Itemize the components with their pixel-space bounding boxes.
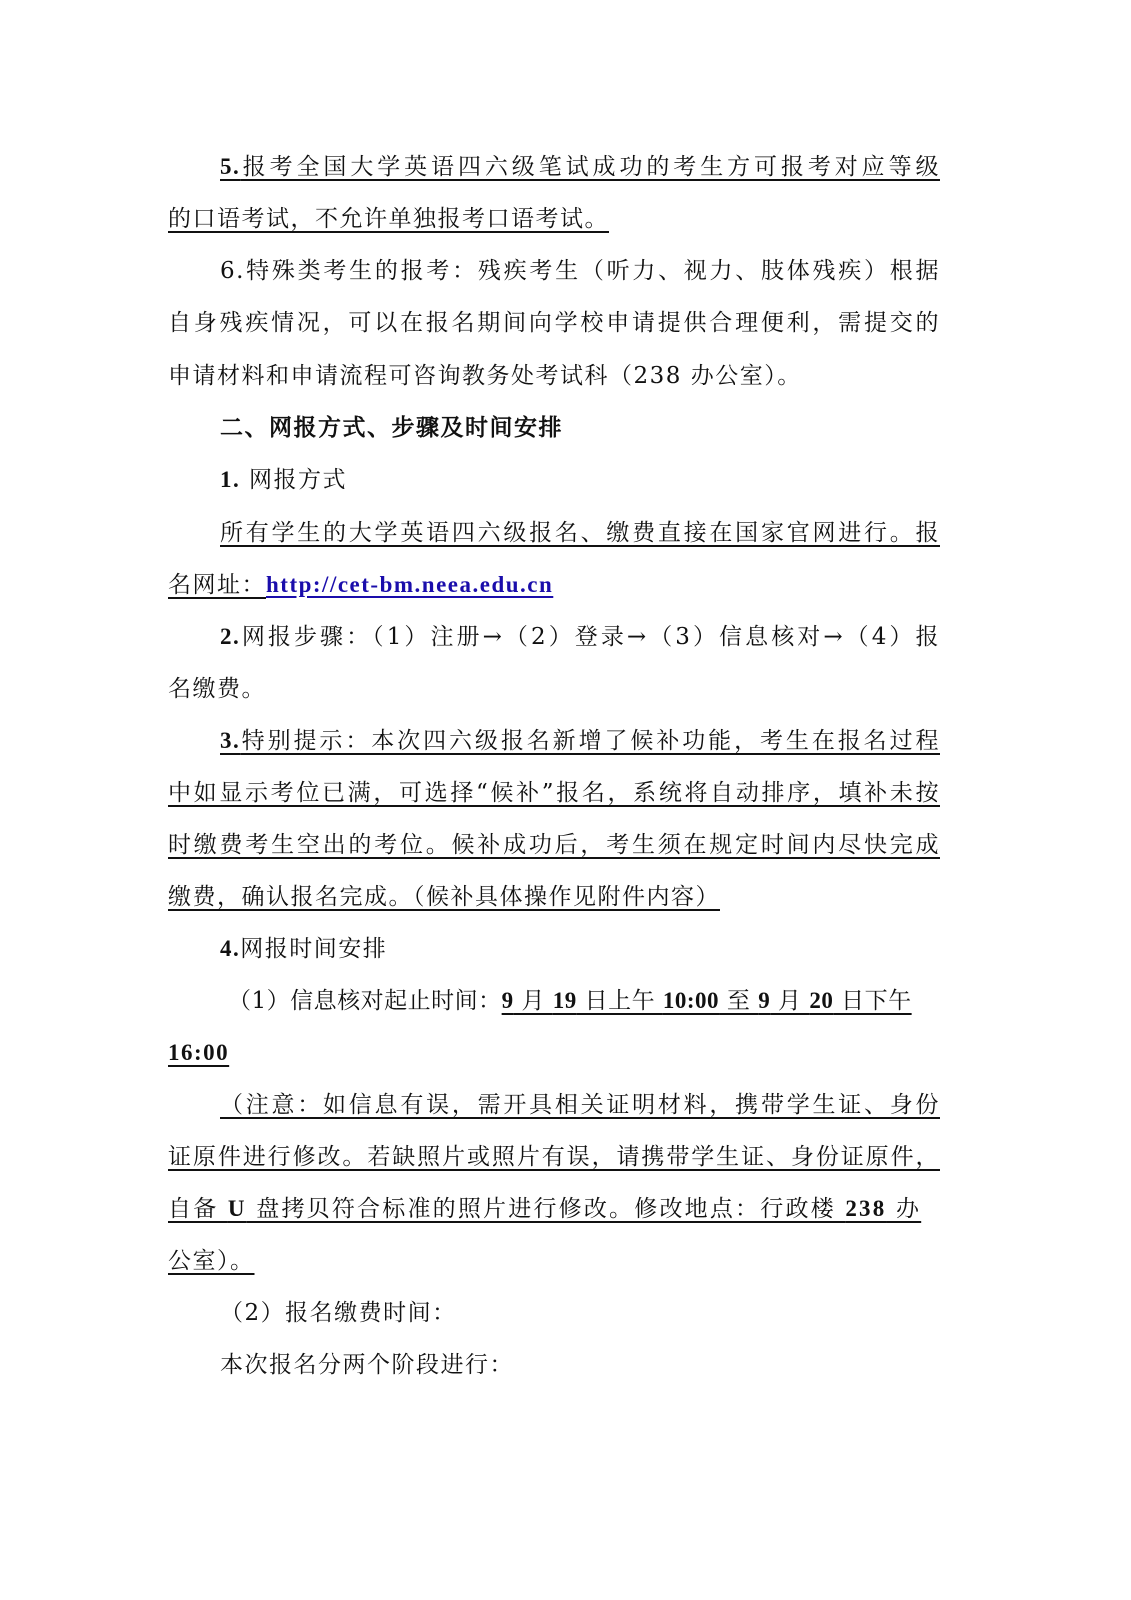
text: 238: [845, 1196, 887, 1221]
item-number: 4.: [220, 936, 241, 961]
para-5-line1: [220, 150, 940, 184]
item-number: 1.: [220, 467, 241, 492]
steps-line2: 名缴费。: [168, 676, 266, 702]
text: 名网址：: [168, 572, 266, 598]
text: 10:00: [662, 988, 720, 1013]
text: 日下午: [833, 988, 912, 1014]
payment-time-heading: （2）报名缴费时间：: [220, 1300, 457, 1326]
note-line4: 公室）。: [168, 1248, 255, 1274]
text: 9: [758, 988, 771, 1013]
method-line2: [168, 568, 940, 602]
registration-link[interactable]: http://cet-bm.neea.edu.cn: [266, 572, 554, 597]
text: 网报时间安排: [240, 936, 388, 962]
text: 网报方式: [240, 467, 348, 493]
para-5-line2: 的口语考试，不允许单独报考口语考试。: [168, 206, 609, 232]
tip-line1: [220, 724, 940, 758]
section-heading-2: 二、网报方式、步骤及时间安排: [220, 415, 563, 440]
text: 20: [809, 988, 834, 1013]
item-number: 2.: [220, 624, 241, 649]
subheading-1: [220, 463, 940, 497]
stages-text: 本次报名分两个阶段进行：: [220, 1352, 514, 1378]
note-line3: [168, 1192, 940, 1226]
verify-time-line1: [228, 984, 940, 1018]
text: 自备: [168, 1196, 228, 1222]
text: 特别提示：本次四六级报名新增了候补功能，考生在报名过程: [240, 728, 940, 754]
tip-line4: 缴费，确认报名完成。（候补具体操作见附件内容）: [168, 884, 720, 910]
text: 网报步骤：（1）注册→（2）登录→（3）信息核对→（4）报: [240, 624, 940, 650]
steps-line1: [220, 620, 940, 654]
text: 月: [770, 988, 810, 1014]
text: 日上午: [576, 988, 663, 1014]
tip-line2: 中如显示考位已满，可选择“候补”报名，系统将自动排序，填补未按: [168, 780, 940, 806]
para-6-line3: 申请材料和申请流程可咨询教务处考试科（238 办公室）。: [168, 363, 802, 389]
item-number: 3.: [220, 728, 241, 753]
text: 至: [719, 988, 759, 1014]
note-line1: （注意：如信息有误，需开具相关证明材料，携带学生证、身份: [220, 1092, 940, 1118]
verify-time-line2: 16:00: [168, 1040, 230, 1065]
text: 办: [886, 1196, 922, 1222]
tip-line3: 时缴费考生空出的考位。候补成功后，考生须在规定时间内尽快完成: [168, 832, 940, 858]
note-line2: 证原件进行修改。若缺照片或照片有误，请携带学生证、身份证原件，: [168, 1144, 940, 1170]
para-6-line2: 自身残疾情况，可以在报名期间向学校申请提供合理便利，需提交的: [168, 310, 940, 336]
subheading-4: [220, 932, 940, 966]
text: 报考全国大学英语四六级笔试成功的考生方可报考对应等级: [240, 154, 940, 180]
text: 月: [513, 988, 553, 1014]
item-number: 5.: [220, 154, 241, 179]
text: U: [227, 1196, 247, 1221]
method-line1: 所有学生的大学英语四六级报名、缴费直接在国家官网进行。报: [220, 520, 940, 546]
text: 盘拷贝符合标准的照片进行修改。修改地点：行政楼: [246, 1196, 846, 1222]
text: （1）信息核对起止时间：: [228, 988, 502, 1014]
text: 19: [552, 988, 577, 1013]
text: 9: [501, 988, 514, 1013]
para-6-line1: 6.特殊类考生的报考：残疾考生（听力、视力、肢体残疾）根据: [220, 258, 940, 284]
